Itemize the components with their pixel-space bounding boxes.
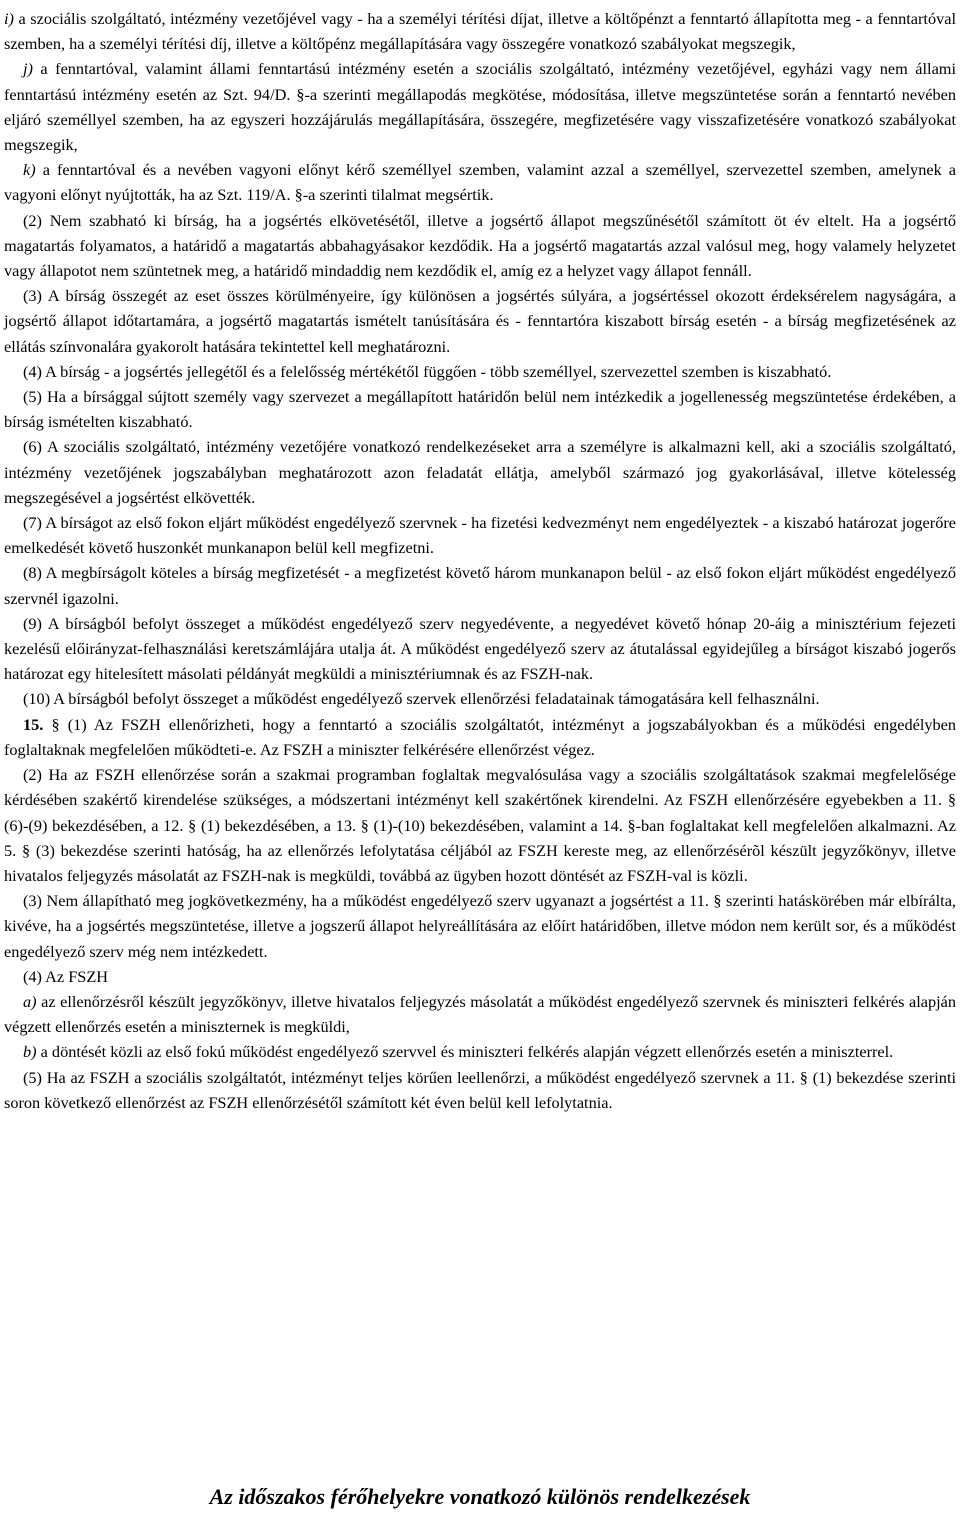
point-label: a) <box>23 991 37 1011</box>
section-15-point-a <box>4 989 956 1039</box>
section-15-paragraph-2: (2) Ha az FSZH ellenőrzése során a szakmai programban foglaltak megvalósulása vagy a szociális szolgáltatások szakmai megfelelősége kérdésében szakértő kirendelése szükséges, a módszertani intézményt kell szakértőnek kirendelni. Az FSZH ellenőrzésére egyebekben a 11. § (6)-(9) bekezdésében, a 12. § (1) bekezdésében, a 13. § (1)-(10) bekezdésében, valamint a 14. §-ban foglaltakat kell megfelelően alkalmazni. Az 5. § (3) bekezdése szerinti hatóság, ha az ellenőrzés lefolytatása céljából az FSZH kereste meg, az ellenőrzésérõl készült jegyzőkönyv, illetve hivatalos feljegyzés másolatát az FSZH-nak is megküldi, továbbá az ügyben hozott döntését az FSZH-val is közli. <box>4 765 956 885</box>
paragraph-9: (9) A bírságból befolyt összeget a működést engedélyező szerv negyedévente, a negyedévet követő hónap 20-áig a minisztérium fejezeti kezelésű előirányzat-felhasználási keretszámlájára utalja át. A működést engedélyező szerv az átutalással egyidejűleg a bírságot kiszabó jogerős határozat egy hitelesített másolati példányát megküldi a minisztériumnak és az FSZH-nak. <box>4 613 956 684</box>
point-label: b) <box>23 1042 37 1062</box>
section-15-point-b <box>4 1039 956 1064</box>
section-15-paragraph-3: (3) Nem állapítható meg jogkövetkezmény, ha a működést engedélyező szerv ugyanazt a jogsértést a 11. § szerinti hatáskörében már elbírálta, kivéve, ha a jogsértés megszüntetése, illetve a jogszerű állapot helyreállítására az előírt határidőben, illetve módon nem került sor, és a működést engedélyező szerv még nem intézkedett. <box>4 891 956 961</box>
point-text: az ellenőrzésről készült jegyzőkönyv, illetve hivatalos feljegyzés másolatát a működést engedélyező szervnek és miniszteri felkérés alapján végzett ellenőrzés esetén a miniszternek is megküldi, <box>4 991 956 1037</box>
point-label: i) <box>4 9 14 28</box>
section-15-paragraph-1 <box>4 712 956 762</box>
paragraph-10: (10) A bírságból befolyt összeget a működést engedélyező szervek ellenőrzési feladatainak támogatására kell felhasználni. <box>23 689 820 709</box>
section-15-paragraph-5: (5) Ha az FSZH a szociális szolgáltatót, intézményt teljes körűen leellenőrzi, a működést engedélyező szervnek a 11. § (1) bekezdése szerinti soron következő ellenőrzést az FSZH ellenőrzésétől számított két éven belül kell lefolytatnia. <box>4 1067 956 1112</box>
paragraph-j <box>4 56 956 157</box>
section-number: 15. <box>23 714 44 734</box>
paragraph-6: (6) A szociális szolgáltató, intézmény vezetőjére vonatkozó rendelkezéseket arra a személyre is alkalmazni kell, aki a szociális szolgáltató, intézmény vezetőjének jogszabályban meghatározott azon feladatát ellátja, amelyből származó jog gyakorlásával, illetve kötelesség megszegésével a jogsértést elkövették. <box>4 437 956 507</box>
point-text: a döntését közli az első fokú működést engedélyező szervvel és miniszteri felkérés alapján végzett ellenőrzés esetén a miniszterrel. <box>36 1042 894 1062</box>
point-text: a fenntartóval és a nevében vagyoni előnyt kérő személlyel szemben, valamint azzal a személlyel, szervezettel szemben, amelynek a vagyoni előnyt nyújtották, ha az Szt. 119/A. §-a szerinti tilalmat megsértik. <box>4 160 956 205</box>
point-text: a szociális szolgáltató, intézmény vezetőjével vagy - ha a személyi térítési díjat, illetve a költőpénzt a fenntartó állapította meg - a fenntartóval szemben, ha a személyi térítési díj, illetve a költőpénz megállapítására vagy összegére vonatkozó szabályokat megszegik, <box>4 9 956 54</box>
point-label: k) <box>23 160 36 180</box>
paragraph-4: (4) A bírság - a jogsértés jellegétől és a felelősség mértékétől függően - több személlyel, szervezettel szemben is kiszabható. <box>23 361 832 381</box>
paragraph-k <box>4 157 956 207</box>
paragraph-8: (8) A megbírságolt köteles a bírság megfizetését - a megfizetést követő három munkanapon belül - az első fokon eljárt működést engedélyező szervnél igazolni. <box>4 563 956 608</box>
point-label: j) <box>23 59 33 79</box>
paragraph-7: (7) A bírságot az első fokon eljárt működést engedélyező szervnek - ha fizetési kedvezményt nem engedélyeztek - a kiszabó határozat jogerőre emelkedését követő huszonkét munkanapon belül kell megfizetni. <box>4 513 956 558</box>
paragraph-3: (3) A bírság összegét az eset összes körülményeire, így különösen a jogsértés súlyára, a jogsértéssel okozott érdeksérelem nagyságára, a jogsértő állapot időtartamára, a jogsértő magatartás ismételt tanúsítására és - fenntartóra kiszabott bírság esetén - a bírság megfizetésének az ellátás színvonalára gyakorolt hatására tekintettel kell meghatározni. <box>4 286 956 356</box>
paragraph-i <box>4 6 956 56</box>
point-text: a fenntartóval, valamint állami fenntartású intézmény esetén a szociális szolgáltató, intézmény vezetőjével, egyházi vagy nem állami fenntartású intézmény esetén az Szt. 94/D. §-a szerinti megállapodás megkötése, módosítása, illetve megszüntetése során a fenntartó nevében eljáró személlyel szemben, ha az egyszeri hozzájárulás megállapítására, összegére, megfizetésére vagy visszafizetésére vonatkozó szabályokat megszegik, <box>4 59 956 155</box>
paragraph-2: (2) Nem szabható ki bírság, ha a jogsértés elkövetésétől, illetve a jogsértő állapot megszűnésétől számított öt év eltelt. Ha a jogsértő magatartás folyamatos, a határidő a magatartás abbahagyásakor kezdődik. Ha a jogsértő magatartás azzal valósul meg, hogy valamely helyzetet vagy állapotot nem szüntetnek meg, a határidő mindaddig nem kezdődik el, amíg ez a helyzet vagy állapot fennáll. <box>4 210 956 281</box>
section-text: § (1) Az FSZH ellenőrizheti, hogy a fenntartó a szociális szolgáltatót, intézményt a jogszabályokban és a működési engedélyben foglaltaknak megfelelően működteti-e. Az FSZH a miniszter felkérésére ellenőrzést végez. <box>4 714 956 759</box>
section-heading: Az időszakos férőhelyekre vonatkozó különös rendelkezések <box>209 1484 751 1509</box>
paragraph-5: (5) Ha a bírsággal sújtott személy vagy szervezet a megállapított határidőn belül nem intézkedik a jogellenesség megszüntetése érdekében, a bírság ismételten kiszabható. <box>4 387 956 432</box>
section-15-paragraph-4: (4) Az FSZH <box>23 966 109 986</box>
